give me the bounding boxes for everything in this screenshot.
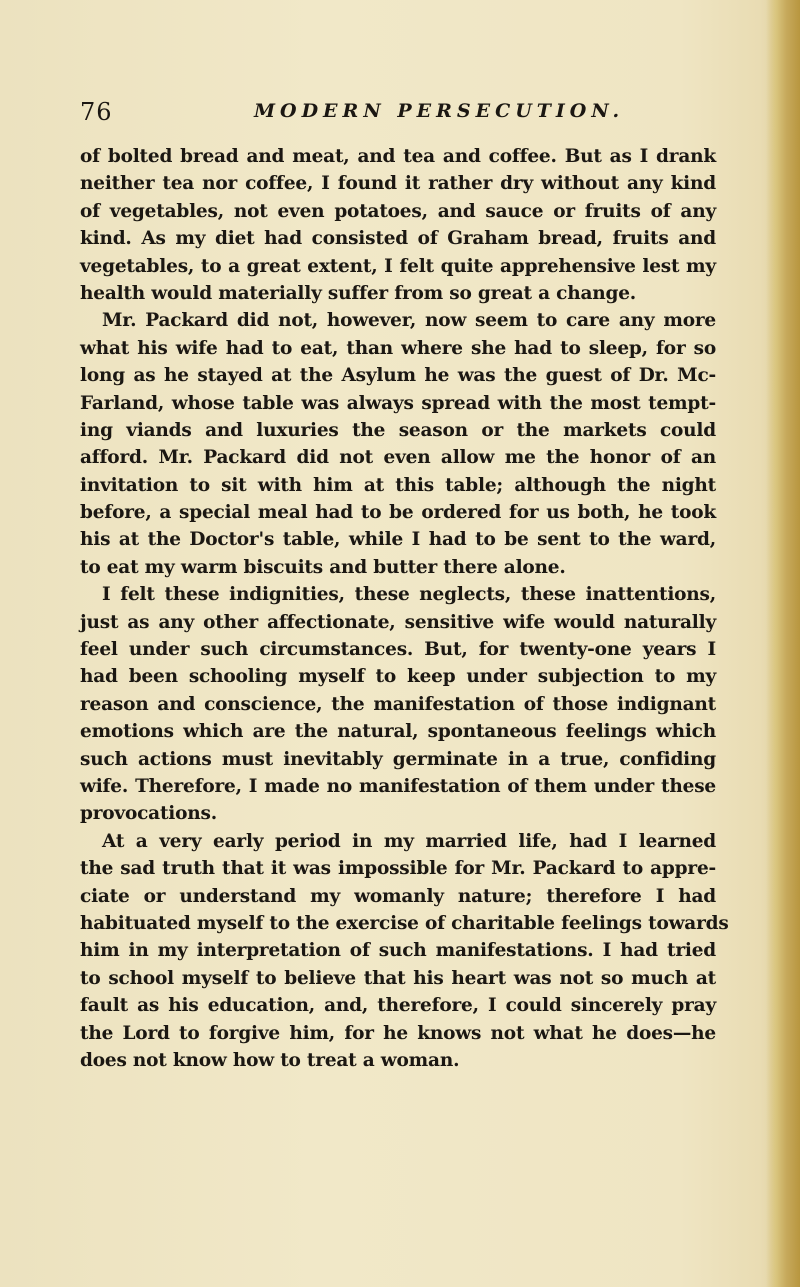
paragraph [80, 307, 716, 581]
text-line: what his wife had to eat, than where she had to sleep, for so [80, 337, 716, 359]
paragraph [80, 581, 716, 828]
text-line: vegetables, to a great extent, I felt quite apprehensive lest my [80, 255, 716, 277]
text-line: him in my interpretation of such manifestations. I had tried [80, 940, 716, 962]
body-text [80, 143, 729, 1074]
text-line: reason and conscience, the manifestation of those indignant [80, 693, 716, 715]
page-header [80, 98, 720, 134]
text-line: ciate or understand my womanly nature; therefore I had [80, 885, 716, 907]
text-line: health would materially suffer from so great a change. [80, 282, 637, 304]
text-line: such actions must inevitably germinate in a true, confiding [80, 748, 716, 770]
text-line: before, a special meal had to be ordered for us both, he took [80, 502, 716, 524]
text-line: of bolted bread and meat, and tea and coffee. But as I drank [80, 146, 716, 167]
text-line: kind. As my diet had consisted of Graham bread, fruits and [80, 228, 716, 250]
text-line: had been schooling myself to keep under subjection to my [80, 666, 716, 688]
text-line: the Lord to forgive him, for he knows not what he does—he [80, 1022, 716, 1044]
running-head: MODERN PERSECUTION. [254, 100, 625, 122]
text-line: At a very early period in my married life, had I learned [102, 830, 716, 852]
text-line: afford. Mr. Packard did not even allow me the honor of an [80, 447, 716, 469]
paragraph [80, 828, 729, 1075]
text-line: habituated myself to the exercise of charitable feelings towards [80, 912, 729, 934]
paragraph [80, 143, 716, 307]
text-line: does not know how to treat a woman. [80, 1049, 460, 1071]
page-number: 76 [80, 98, 113, 126]
text-line: his at the Doctor's table, while I had to be sent to the ward, [80, 529, 716, 551]
text-line: to eat my warm biscuits and butter there alone. [80, 556, 566, 578]
text-line: the sad truth that it was impossible for Mr. Packard to appre- [80, 858, 716, 880]
text-line: invitation to sit with him at this table; although the night [80, 474, 716, 496]
text-line: ing viands and luxuries the season or the markets could [80, 419, 716, 441]
text-line: feel under such circumstances. But, for twenty-one years I [80, 639, 716, 661]
text-line: neither tea nor coffee, I found it rather dry without any kind [80, 173, 716, 195]
page-edge-shadow [766, 0, 800, 1287]
text-line: fault as his education, and, therefore, I could sincerely pray [80, 995, 716, 1017]
text-line: Farland, whose table was always spread with the most tempt- [80, 392, 716, 414]
text-line: just as any other affectionate, sensitive wife would naturally [80, 611, 716, 633]
text-line: I felt these indignities, these neglects, these inattentions, [102, 584, 716, 606]
text-line: provocations. [80, 803, 217, 825]
text-line: long as he stayed at the Asylum he was the guest of Dr. Mc- [80, 365, 716, 387]
text-line: emotions which are the natural, spontaneous feelings which [80, 721, 716, 743]
text-line: to school myself to believe that his heart was not so much at [80, 967, 716, 989]
text-line: of vegetables, not even potatoes, and sauce or fruits of any [80, 200, 716, 222]
text-line: Mr. Packard did not, however, now seem to care any more [102, 310, 716, 332]
text-line: wife. Therefore, I made no manifestation of them under these [80, 775, 716, 797]
